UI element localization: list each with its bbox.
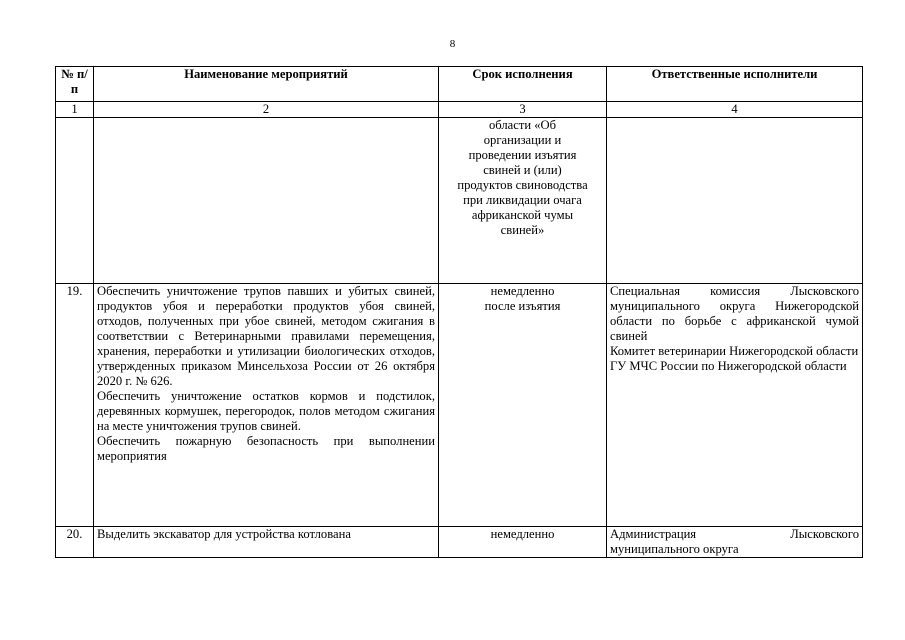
continuation-executors bbox=[607, 118, 863, 284]
continuation-num bbox=[56, 118, 94, 284]
executor-entry: ГУ МЧС России по Нижегородской области bbox=[610, 359, 847, 373]
measure-paragraph: Обеспечить пожарную безопасность при выполнении мероприятия bbox=[97, 434, 435, 463]
column-number: 1 bbox=[56, 102, 94, 118]
row-number: 20. bbox=[56, 527, 94, 558]
executor-entry: Комитет ветеринарии Нижегородской области bbox=[610, 344, 859, 358]
measures-table bbox=[55, 66, 863, 558]
column-number: 3 bbox=[439, 102, 607, 118]
column-number: 2 bbox=[94, 102, 439, 118]
table-row bbox=[56, 527, 863, 558]
row-term: немедленно после изъятия bbox=[439, 284, 607, 527]
row-measure bbox=[94, 284, 439, 527]
row-number: 19. bbox=[56, 284, 94, 527]
measure-paragraph: Обеспечить уничтожение трупов павших и убитых свиней, продуктов убоя и переработки продуктов убоя свиней, отходов, полученных при убое свиней, методом сжигания в соответствии с Ветеринарными правилами перемещения, хранения, переработки и утилизации биологических отходов, утвержденных приказом Минсельхоза России от 26 октября 2020 г. № 626. bbox=[97, 284, 435, 388]
column-numbers-row bbox=[56, 102, 863, 118]
header-num bbox=[56, 67, 94, 102]
header-name: Наименование мероприятий bbox=[94, 67, 439, 102]
header-num-label: № п/п bbox=[61, 67, 88, 96]
row-executors bbox=[607, 284, 863, 527]
executor-entry: Специальная комиссия Лысковского муниципального округа Нижегородской области по борьбе с африканской чумой свиней bbox=[610, 284, 859, 343]
column-number: 4 bbox=[607, 102, 863, 118]
continuation-term: области «Об организации и проведении изъятия свиней и (или) продуктов свиноводства при ликвидации очага африканской чумы свиней» bbox=[439, 118, 607, 284]
table-row bbox=[56, 284, 863, 527]
measure-paragraph: Обеспечить уничтожение остатков кормов и подстилок, деревянных кормушек, перегородок, полов методом сжигания на месте уничтожения трупов свиней. bbox=[97, 389, 435, 433]
table-header-row bbox=[56, 67, 863, 102]
header-executors: Ответственные исполнители bbox=[607, 67, 863, 102]
continuation-row bbox=[56, 118, 863, 284]
page-number: 8 bbox=[449, 38, 456, 50]
row-term: немедленно bbox=[439, 527, 607, 558]
continuation-name bbox=[94, 118, 439, 284]
row-measure: Выделить экскаватор для устройства котлована bbox=[94, 527, 439, 558]
header-term: Срок исполнения bbox=[439, 67, 607, 102]
row-executors: Администрация Лысковского муниципального округа bbox=[607, 527, 863, 558]
